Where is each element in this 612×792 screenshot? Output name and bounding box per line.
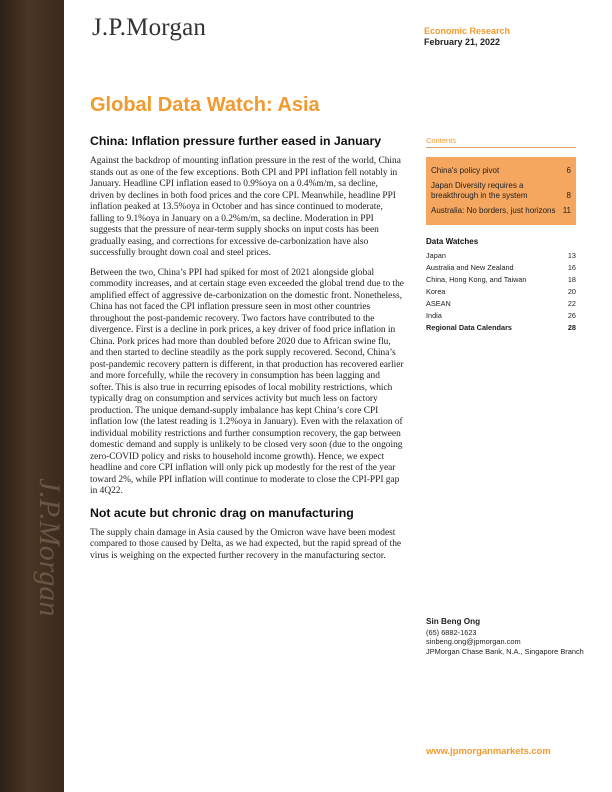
toc-item-page: 6 <box>566 166 571 175</box>
paragraph: Between the two, China’s PPI had spiked for most of 2021 alongside global commodity increases, and at certain stage even exceeded the global trend due to the amplified effect of aggressive de-carbonization on the domestic front. Nonetheless, China has not faced the CPI inflation pressure seen in most other countries throughout the post-pandemic recovery. Two factors have contributed to the divergence. First is a decline in pork prices, a key driver of food price inflation in China. Pork prices had more than doubled before 2020 due to African swine flu, and then started to decline steadily as the pork supply recovered. Second, China’s post-pandemic recovery pattern is different, in that production has recovered earlier and more forcefully, while the recovery in consumption has been lagging and softer. This is also true in recurring episodes of local mobility restrictions, which typically drag on consumption and services activity but much less on factory production. The unique demand-supply imbalance has kept China’s core CPI inflation low (the latest reading is 1.2%oya in January). Even with the relaxation of individual mobility restrictions and further consumption recovery, the gap between domestic demand and supply is unlikely to be closed very soon (due to the ongoing zero-COVID policy and risks to household income growth). Hence, we expect headline and core CPI inflation will only pick up modestly for the rest of the year toward 2%, while PPI inflation will continue to moderate to close the CPI-PPI gap in 4Q22. <box>90 267 404 496</box>
svg-text:J.P.Morgan: J.P.Morgan <box>33 478 66 617</box>
paragraph: The supply chain damage in Asia caused by the Omicron wave have been modest compared to those caused by Delta, as we had expected, but the rapid spread of the virus is weighing on the expected further recovery in the manufacturing sector. <box>90 527 402 561</box>
report-date: February 21, 2022 <box>424 37 501 47</box>
report-header <box>424 26 510 48</box>
toc-item-page: 8 <box>566 191 571 200</box>
data-watch-title: China, Hong Kong, and Taiwan <box>426 275 527 284</box>
data-watch-title: Australia and New Zealand <box>426 263 514 272</box>
data-watch-title: Korea <box>426 287 446 296</box>
data-watch-title: Regional Data Calendars <box>426 323 512 332</box>
data-watches-title: Data Watches <box>426 237 479 246</box>
data-watch-item[interactable] <box>426 322 576 334</box>
toc-item[interactable] <box>431 181 571 201</box>
data-watch-page: 26 <box>567 311 576 320</box>
data-watch-item[interactable] <box>426 274 576 286</box>
data-watch-page: 28 <box>567 323 576 332</box>
data-watch-page: 22 <box>567 299 576 308</box>
toc-item-title: China's policy pivot <box>431 166 500 175</box>
author-affiliation: JPMorgan Chase Bank, N.A., Singapore Branch <box>426 646 584 656</box>
section-heading: Not acute but chronic drag on manufacturing <box>90 505 354 520</box>
data-watch-item[interactable] <box>426 310 576 322</box>
data-watch-page: 13 <box>567 251 576 260</box>
data-watch-item[interactable] <box>426 262 576 274</box>
author-phone: (65) 6882-1623 <box>426 627 477 637</box>
sidebar-logo-watermark <box>8 470 66 670</box>
data-watch-item[interactable] <box>426 298 576 310</box>
divider <box>426 147 576 148</box>
author-email[interactable]: sinbeng.ong@jpmorgan.com <box>426 637 521 646</box>
toc-item-title: Japan Diversity requires a breakthrough in the system <box>431 181 528 200</box>
section-heading: China: Inflation pressure further eased in January <box>90 134 382 148</box>
jpmorgan-logo: J.P.Morgan <box>92 14 207 41</box>
data-watches <box>426 237 576 334</box>
data-watch-title: India <box>426 311 442 320</box>
data-watch-title: Japan <box>426 251 446 260</box>
contents-box <box>426 157 576 225</box>
toc-item-page: 11 <box>562 206 571 215</box>
toc-item[interactable] <box>431 206 571 216</box>
section-label: Economic Research <box>424 26 511 36</box>
data-watch-item[interactable] <box>426 250 576 262</box>
footer-url-link[interactable]: www.jpmorganmarkets.com <box>426 745 551 756</box>
toc-item-title: Australia: No borders, just horizons <box>431 206 556 215</box>
page-title: Global Data Watch: Asia <box>90 94 320 116</box>
data-watch-page: 20 <box>567 287 576 296</box>
contents-panel <box>426 136 576 334</box>
article-body <box>90 134 404 570</box>
data-watch-item[interactable] <box>426 286 576 298</box>
data-watch-page: 16 <box>567 263 576 272</box>
paragraph: Against the backdrop of mounting inflation pressure in the rest of the world, China stands out as one of the few exceptions. Both CPI and PPI inflation fell notably in January. Headline CPI inflation eased to 0.9%oya on a 0.4%m/m, sa decline, driven by declines in both food prices and the core CPI. Meanwhile, headline PPI inflation peaked at 13.5%oya in October and has since continued to moderate, falling to 9.1%oya in January on a 0.2%m/m, sa decline. Moderation in PPI suggests that the pressure of near-term supply shocks on input costs has been gradually easing, and corrections for excessive de-carbonization have also successfully brought down coal and steel prices. <box>90 156 401 258</box>
data-watch-title: ASEAN <box>426 299 451 308</box>
author-name: Sin Beng Ong <box>426 617 481 626</box>
author-block <box>426 617 586 656</box>
brand-sidebar <box>0 0 64 792</box>
contents-label: Contents <box>426 136 457 145</box>
data-watch-page: 18 <box>567 275 576 284</box>
toc-item[interactable] <box>431 166 571 176</box>
